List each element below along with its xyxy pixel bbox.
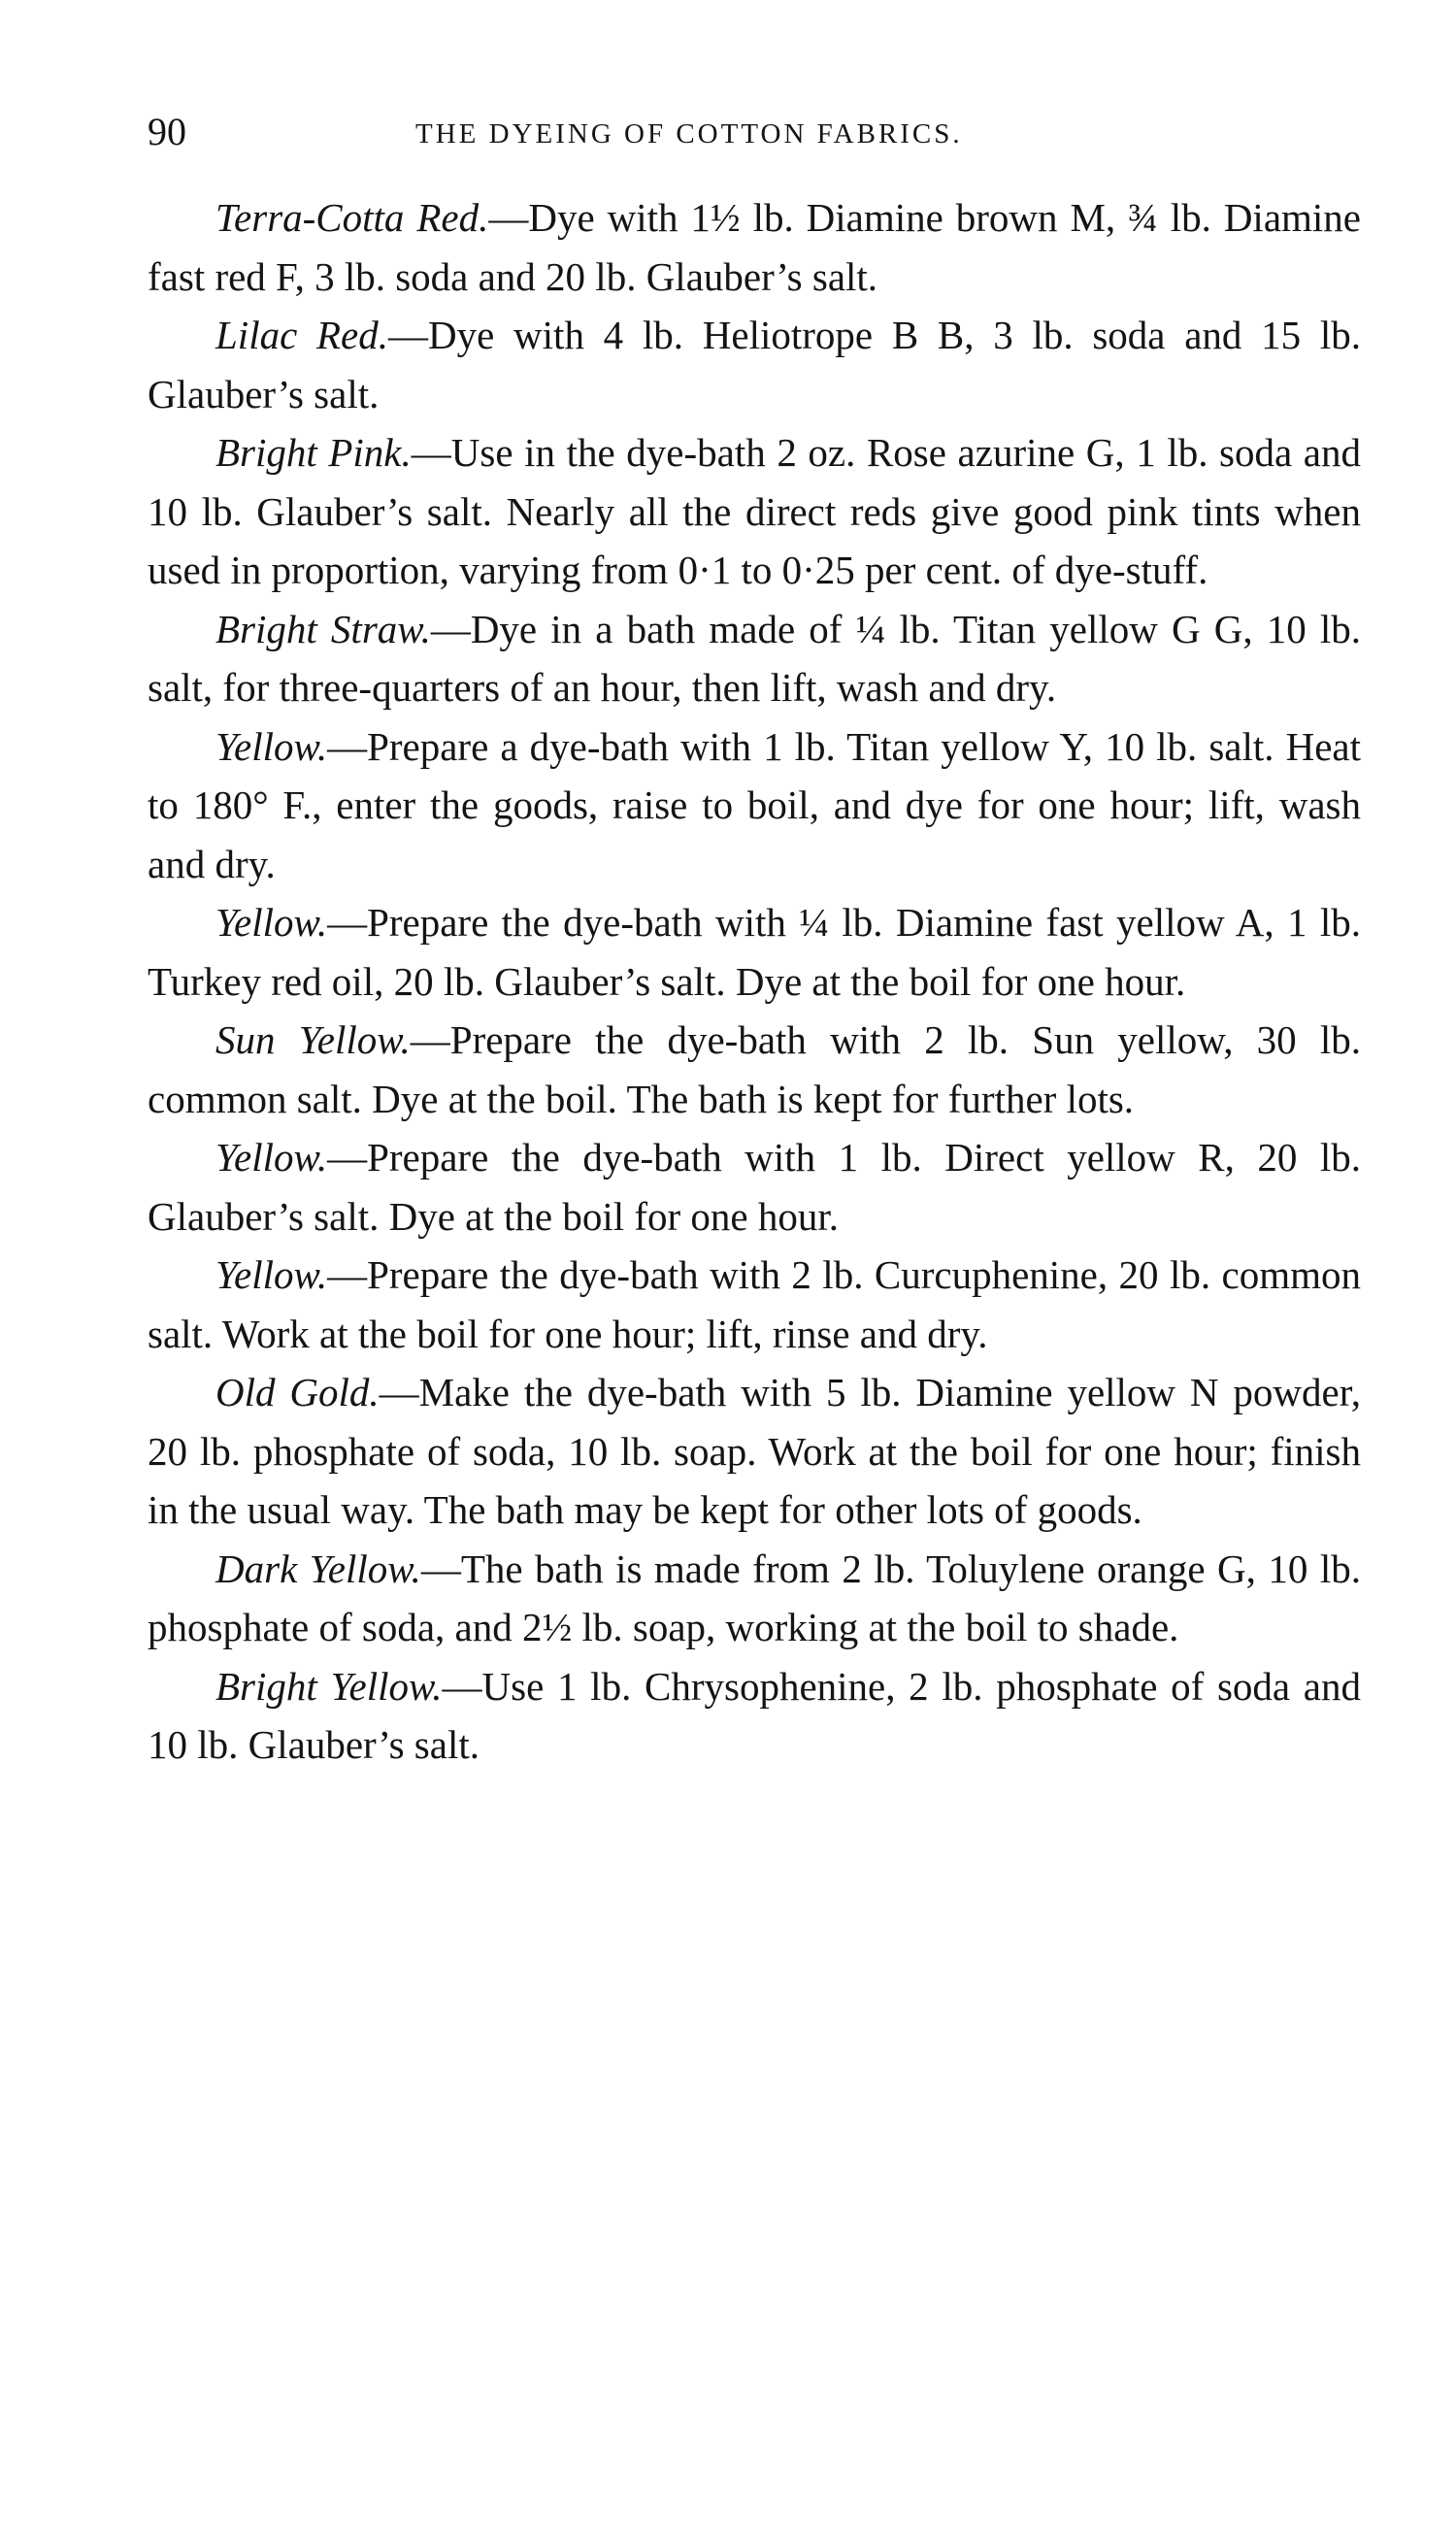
recipe-lilac-red (148, 306, 1361, 423)
recipe-name: Lilac Red. (215, 313, 389, 357)
recipe-name: Bright Pink. (215, 430, 412, 475)
recipe-text: —Prepare the dye-bath with 2 lb. Curcuphenine, 20 lb. common salt. Work at the boil for one hour; lift, rinse and dry. (148, 1252, 1361, 1356)
recipe-text: —The bath is made from 2 lb. Toluylene orange G, 10 lb. phosphate of soda, and 2½ lb. soap, working at the boil to shade. (148, 1546, 1361, 1649)
recipe-yellow-titan (148, 717, 1361, 894)
recipe-old-gold (148, 1363, 1361, 1540)
running-head (148, 105, 1380, 163)
recipe-yellow-diamine (148, 893, 1361, 1011)
recipe-name: Sun Yellow. (215, 1017, 411, 1062)
recipe-name: Yellow. (215, 723, 328, 769)
recipe-text: —Make the dye-bath with 5 lb. Diamine yellow N powder, 20 lb. phosphate of soda, 10 lb. soap. Work at the boil for one hour; finish in the usual way. The bath may be kept for other lots of goods. (148, 1370, 1361, 1532)
recipe-text: —Use in the dye-bath 2 oz. Rose azurine G, 1 lb. soda and 10 lb. Glauber’s salt. Nearly all the direct reds give good pink tints when used in proportion, varying from 0·1 to 0·25 per cent. of dye-stuff. (148, 430, 1361, 592)
recipe-text: —Prepare the dye-bath with 2 lb. Sun yellow, 30 lb. common salt. Dye at the boil. The bath is kept for further lots. (148, 1017, 1361, 1121)
page-number: 90 (148, 110, 186, 153)
recipe-name: Bright Yellow. (215, 1663, 443, 1709)
recipe-list (148, 188, 1361, 1775)
recipe-name: Terra-Cotta Red. (215, 195, 489, 240)
recipe-dark-yellow (148, 1540, 1361, 1657)
recipe-text: —Dye in a bath made of ¼ lb. Titan yellow G G, 10 lb. salt, for three-quarters of an hour, then lift, wash and dry. (148, 606, 1361, 710)
recipe-yellow-curcuphenine (148, 1246, 1361, 1363)
recipe-terra-cotta-red (148, 188, 1361, 306)
recipe-text: —Prepare the dye-bath with 1 lb. Direct yellow R, 20 lb. Glauber’s salt. Dye at the boil for one hour. (148, 1135, 1361, 1239)
recipe-text: —Dye with 1½ lb. Diamine brown M, ¾ lb. Diamine fast red F, 3 lb. soda and 20 lb. Glauber’s salt. (148, 195, 1362, 299)
recipe-text: —Use 1 lb. Chrysophenine, 2 lb. phosphate of soda and 10 lb. Glauber’s salt. (148, 1663, 1361, 1767)
recipe-text: —Prepare the dye-bath with ¼ lb. Diamine fast yellow A, 1 lb. Turkey red oil, 20 lb. Glauber’s salt. Dye at the boil for one hour. (148, 900, 1361, 1004)
recipe-name: Dark Yellow. (215, 1546, 421, 1591)
recipe-bright-pink (148, 423, 1361, 600)
recipe-sun-yellow (148, 1011, 1361, 1128)
recipe-name: Yellow. (215, 900, 328, 945)
recipe-name: Yellow. (215, 1135, 328, 1180)
recipe-text: —Dye with 4 lb. Heliotrope B B, 3 lb. soda and 15 lb. Glauber’s salt. (148, 313, 1362, 416)
recipe-name: Yellow. (215, 1252, 328, 1297)
recipe-text: —Prepare a dye-bath with 1 lb. Titan yellow Y, 10 lb. salt. Heat to 180° F., enter the goods, raise to boil, and dye for one hour; lift, wash and dry. (148, 723, 1361, 886)
recipe-yellow-direct (148, 1128, 1361, 1246)
recipe-bright-yellow (148, 1657, 1361, 1775)
recipe-name: Bright Straw. (215, 606, 431, 651)
running-title: THE DYEING OF COTTON FABRICS. (415, 118, 963, 150)
recipe-bright-straw (148, 600, 1361, 717)
recipe-name: Old Gold. (215, 1370, 380, 1414)
